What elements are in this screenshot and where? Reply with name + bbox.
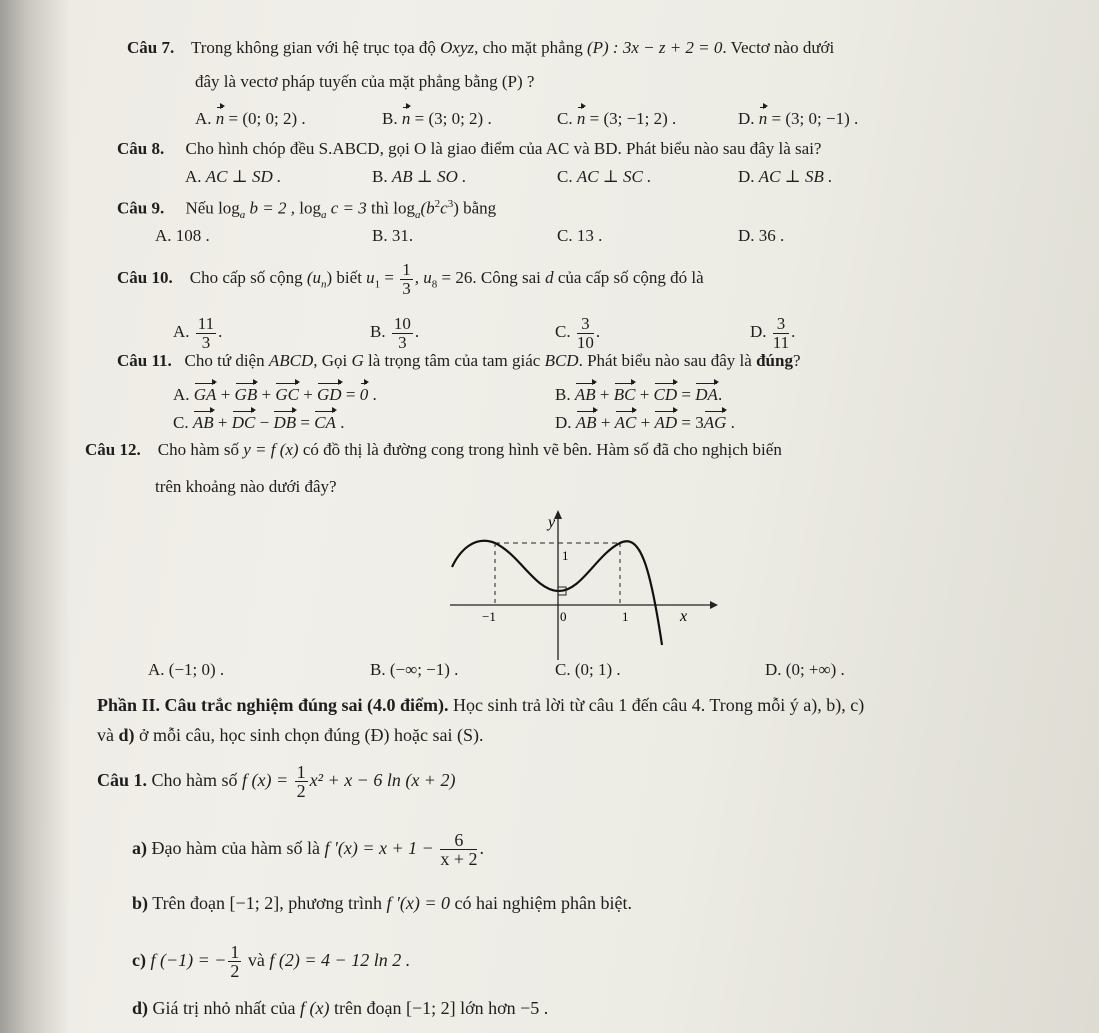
- q7-option-a-eq: =: [228, 109, 239, 128]
- q11-vec-ab-c: AB: [192, 413, 214, 432]
- q10-option-a-fraction: [196, 315, 216, 352]
- p2c1-a-den: x + 2: [440, 849, 478, 870]
- q12-option-d-label: D.: [765, 660, 782, 679]
- q11-three: 3: [695, 413, 704, 432]
- q12-option-b-label: B.: [370, 660, 386, 679]
- q8-option-d[interactable]: [738, 166, 832, 188]
- part2-line2-text: ở mỗi câu, học sinh chọn đúng (Đ) hoặc sai (S).: [139, 725, 484, 745]
- q10-option-a-den: 3: [201, 332, 211, 352]
- part2-d-label: d): [118, 725, 135, 745]
- graph-y-label: y: [548, 514, 556, 531]
- q9-option-c[interactable]: [557, 225, 602, 247]
- graph-tick-0: 0: [560, 609, 567, 624]
- q7-option-c[interactable]: [557, 108, 676, 130]
- q7-option-b-vec: n: [401, 109, 411, 128]
- q11-correct-word: đúng: [756, 351, 793, 370]
- p2c1-item-d[interactable]: [132, 997, 548, 1019]
- p2c1-rest: x² + x − 6 ln (x + 2): [309, 770, 456, 790]
- q8-option-c-value: AC ⊥ SC .: [576, 167, 652, 186]
- q7-text: Trong không gian với hệ trục tọa độ: [190, 38, 436, 57]
- q12-option-a[interactable]: [148, 659, 224, 681]
- q9-base-1: a: [239, 209, 246, 222]
- p2c1-c-and: và: [247, 950, 265, 970]
- p2c1-a-num: 6: [440, 831, 477, 850]
- p2c1-text: Cho hàm số: [151, 770, 238, 790]
- p2c1-item-b[interactable]: [132, 892, 632, 914]
- part2-title: Phần II. Câu trắc nghiệm đúng sai (4.0 điểm).: [97, 695, 449, 715]
- q11-vec-bc: BC: [613, 385, 636, 404]
- q10-option-d-fraction: [773, 315, 789, 352]
- q9-option-b-label: B.: [372, 226, 388, 245]
- q12-graph: [440, 505, 720, 665]
- q10-text: Cho cấp số cộng: [189, 268, 303, 287]
- q11-vec-zero: 0: [359, 385, 369, 404]
- q10-option-c-num: 3: [577, 315, 594, 334]
- part2-instructions: Học sinh trả lời từ câu 1 đến câu 4. Trong mỗi ý a), b), c): [453, 695, 865, 715]
- p2c1-c-den: 2: [230, 961, 240, 982]
- p2c1-c-label: c): [132, 950, 146, 970]
- q10-u1: u: [366, 268, 375, 287]
- p2c1-d-f: f (x): [299, 998, 330, 1018]
- q10-option-d-label: D.: [750, 322, 767, 341]
- q11-text-d: . Phát biểu nào sau đây là: [578, 351, 752, 370]
- p2c1-f: f (x) =: [242, 770, 289, 790]
- p2c1-c-num: 1: [230, 942, 240, 963]
- q11-option-d[interactable]: D. AB + AC + AD = 3AG .: [555, 413, 735, 432]
- q7-option-b[interactable]: [382, 108, 492, 130]
- q10-option-b-fraction: [392, 315, 413, 352]
- q12-function: y = f (x): [243, 440, 299, 459]
- q7-option-b-label: B.: [382, 109, 398, 128]
- q8-option-d-value: AC ⊥ SB .: [758, 167, 833, 186]
- q11-vec-gc: GC: [275, 385, 299, 404]
- q12-option-b[interactable]: [370, 659, 458, 681]
- q10-option-c-label: C.: [555, 322, 571, 341]
- q9-label: Câu 9.: [117, 198, 165, 218]
- q9-exp-3: 3: [447, 198, 454, 210]
- q10-seq: (u: [306, 268, 321, 287]
- q7-option-c-label: C.: [557, 109, 573, 128]
- q7-option-d-label: D.: [738, 109, 755, 128]
- q11-vec-ca: CA: [314, 413, 336, 432]
- q9-option-c-value: 13 .: [576, 226, 603, 245]
- p2c1-c-f1: f (−1) = −: [150, 950, 227, 970]
- q11-vec-db: DB: [273, 413, 297, 432]
- q11-vec-ad: AD: [654, 413, 678, 432]
- q10-text-b: . Công sai: [472, 268, 541, 287]
- q11-vec-ga: GA: [193, 385, 217, 404]
- q9-cond-1: b = 2 ,: [249, 198, 296, 218]
- q12-line2: trên khoảng nào dưới đây?: [155, 477, 337, 496]
- p2c1-a-dot: .: [479, 838, 484, 858]
- q12-option-b-value: (−∞; −1) .: [389, 660, 459, 679]
- q7-text-e: . Vectơ nào dưới: [722, 38, 835, 57]
- q7-text-c: , cho mặt phẳng: [474, 38, 583, 57]
- q7-option-d-vec: n: [758, 109, 768, 128]
- q7-plane-eq: (P) : 3x − z + 2 = 0: [586, 38, 723, 57]
- p2c1-b-label: b): [132, 893, 149, 913]
- q11-vec-dc: DC: [231, 413, 256, 432]
- part2-heading: [97, 694, 864, 716]
- q11-vec-ac: AC: [614, 413, 637, 432]
- q11-vec-gd: GD: [317, 385, 342, 404]
- part2-and: và: [97, 725, 114, 745]
- q11-option-b[interactable]: B. AB + BC + CD = DA.: [555, 385, 723, 404]
- q10-u1-den: 3: [402, 278, 411, 298]
- graph-tick-y1: 1: [562, 548, 569, 563]
- q9-option-d-label: D.: [738, 226, 755, 245]
- p2c1-d-text3: lớn hơn −5 .: [460, 998, 549, 1018]
- q8-option-b-value: AB ⊥ SO .: [391, 167, 467, 186]
- q10-seq-close: ): [326, 268, 333, 287]
- q7-line2: đây là vectơ pháp tuyến của mặt phẳng bằng (P) ?: [195, 72, 535, 91]
- p2c1-c-f2: f (2) = 4 − 12 ln 2 .: [269, 950, 411, 970]
- q7-option-c-vec: n: [576, 109, 586, 128]
- q12-option-a-value: (−1; 0) .: [168, 660, 225, 679]
- q11-option-c-label: C.: [173, 413, 189, 432]
- q7-option-d[interactable]: [738, 108, 858, 130]
- q9-arg-c: c: [440, 198, 448, 218]
- q11-vec-ag: AG: [703, 413, 727, 432]
- q10-option-d-dot: .: [791, 322, 796, 341]
- q10-option-b-den: 3: [398, 332, 407, 352]
- q12-option-c-value: (0; 1) .: [574, 660, 621, 679]
- q11-vec-ab-d: AB: [575, 413, 597, 432]
- q9-equals-word: bằng: [463, 198, 497, 218]
- q7-coord-system: Oxyz: [440, 38, 475, 57]
- q7-option-a[interactable]: [195, 108, 306, 130]
- q11-tetra: ABCD: [268, 351, 314, 370]
- q11-vec-ab: AB: [574, 385, 596, 404]
- q11-option-a[interactable]: A. GA + GB + GC + GD = 0 .: [173, 385, 377, 404]
- q11-vec-gb: GB: [234, 385, 258, 404]
- q10-eq: =: [384, 268, 395, 287]
- q10-option-c-fraction: [577, 315, 594, 352]
- p2c1-b-interval: [−1; 2]: [229, 893, 280, 913]
- q10-u1-num: 1: [402, 259, 411, 279]
- q10-seq-sub: n: [321, 278, 327, 291]
- p2c1-fraction: [295, 763, 308, 800]
- q9-log-1: log: [218, 198, 240, 218]
- q11-line1: [117, 350, 801, 372]
- q11-vec-da: DA: [695, 385, 718, 404]
- q9-option-a-label: A.: [155, 226, 172, 245]
- p2c1-b-text: Trên đoạn: [152, 893, 226, 913]
- q7-line1: [127, 37, 834, 59]
- graph-y-arrow: [554, 510, 562, 519]
- q9-option-d-value: 36 .: [758, 226, 785, 245]
- q7-option-b-eq: =: [414, 109, 425, 128]
- q7-option-a-value: (0; 0; 2) .: [242, 109, 306, 128]
- q11-g: G: [351, 351, 364, 370]
- q10-u1-fraction: [400, 261, 413, 298]
- q11-text: Cho tứ diện: [184, 351, 265, 370]
- p2c1-d-text: Giá trị nhỏ nhất của: [152, 998, 296, 1018]
- p2c1-item-a[interactable]: [132, 826, 484, 870]
- q10-line1: [117, 258, 704, 304]
- q10-option-c-den: 10: [576, 332, 594, 352]
- p2c1-item-c[interactable]: [132, 938, 410, 982]
- q10-u8-sub: 8: [431, 278, 438, 291]
- q10-option-a-label: A.: [173, 322, 190, 341]
- q10-u8-val: = 26: [441, 268, 473, 287]
- q9-arg-b: (b: [420, 198, 435, 218]
- q10-option-c-dot: .: [595, 322, 601, 341]
- p2c1-num: 1: [296, 762, 306, 783]
- q10-option-a[interactable]: [173, 312, 222, 352]
- q11-option-a-label: A.: [173, 385, 190, 404]
- q11-text-c: là trọng tâm của tam giác: [368, 351, 541, 370]
- q8-option-c[interactable]: [557, 166, 651, 188]
- q10-option-a-dot: .: [218, 322, 223, 341]
- q7-option-d-value: (3; 0; −1) .: [785, 109, 859, 128]
- p2c1-a-text: Đạo hàm của hàm số là: [151, 838, 320, 858]
- q8-option-a[interactable]: [185, 166, 281, 188]
- p2c1-b-text3: có hai nghiệm phân biệt.: [454, 893, 632, 913]
- q9-option-a[interactable]: [155, 225, 210, 247]
- q7-option-a-label: A.: [195, 109, 212, 128]
- graph-tick-1: 1: [622, 609, 629, 624]
- q12-line1: [85, 439, 782, 461]
- q9-log-2: log: [299, 198, 322, 218]
- q9-option-c-label: C.: [557, 226, 573, 245]
- p2c1-a-derivative: f ′(x) = x + 1 −: [324, 838, 434, 858]
- q10-d: d: [545, 268, 554, 287]
- page-edge-shadow: [0, 0, 70, 1033]
- q10-option-b-dot: .: [414, 322, 420, 341]
- q8-label: Câu 8.: [117, 139, 165, 158]
- p2c1-c-fraction: [228, 943, 241, 980]
- q12-option-a-label: A.: [148, 660, 165, 679]
- q8-option-a-label: A.: [185, 167, 202, 186]
- q11-vec-cd: CD: [653, 385, 678, 404]
- q10-option-d-num: 3: [773, 315, 789, 334]
- q9-option-d[interactable]: [738, 225, 784, 247]
- q9-if: Nếu: [185, 198, 214, 218]
- q10-u1-sub: 1: [374, 278, 381, 291]
- q10-option-a-num: 11: [197, 313, 215, 333]
- p2c1-label: Câu 1.: [97, 770, 148, 790]
- q10-u8: , u: [414, 268, 432, 287]
- q11-text-b: , Gọi: [313, 351, 348, 370]
- q8-option-c-label: C.: [557, 167, 573, 186]
- q10-label: Câu 10.: [117, 268, 173, 287]
- q7-option-c-eq: =: [589, 109, 600, 128]
- q10-option-b[interactable]: [370, 312, 419, 352]
- q9-option-b-value: 31.: [391, 226, 414, 245]
- q9-base-3: a: [414, 209, 421, 222]
- q7-option-b-value: (3; 0; 2) .: [428, 109, 492, 128]
- q9-base-2: a: [321, 209, 327, 222]
- q8-line1: [117, 138, 821, 160]
- q9-exp-2: 2: [434, 198, 441, 210]
- q7-option-a-vec: n: [215, 109, 225, 128]
- p2c1-a-fraction: [440, 831, 477, 868]
- p2c1-b-text2: , phương trình: [279, 893, 382, 913]
- graph-x-arrow: [710, 601, 718, 609]
- q9-option-a-value: 108 .: [175, 226, 210, 245]
- q10-option-b-num: 10: [393, 313, 411, 333]
- q7-label: Câu 7.: [127, 38, 175, 57]
- q12-option-c-label: C.: [555, 660, 571, 679]
- p2c1-a-label: a): [132, 838, 147, 858]
- q9-option-b[interactable]: [372, 225, 413, 247]
- q8-option-b-label: B.: [372, 167, 388, 186]
- graph-x-label: x: [680, 608, 688, 625]
- p2c1-b-equation: f ′(x) = 0: [386, 893, 451, 913]
- q9-line1: [117, 193, 496, 226]
- q12-label: Câu 12.: [85, 440, 141, 459]
- q9-then: thì: [371, 198, 389, 218]
- q12-text-b: có đồ thị là đường cong trong hình vẽ bên. Hàm số đã cho nghịch biến: [302, 440, 782, 459]
- q10-text-c: của cấp số cộng đó là: [557, 268, 704, 287]
- q10-option-d-den: 11: [772, 332, 790, 352]
- graph-curve: [452, 541, 662, 645]
- q12-option-c[interactable]: [555, 659, 621, 681]
- q8-option-a-value: AC ⊥ SD .: [205, 167, 282, 186]
- q10-given: biết: [336, 268, 362, 287]
- q12-option-d-value: (0; +∞) .: [785, 660, 845, 679]
- q7-option-d-eq: =: [771, 109, 782, 128]
- q8-text: Cho hình chóp đều S.ABCD, gọi O là giao điểm của AC và BD. Phát biểu nào sau đây là sai?: [185, 139, 822, 158]
- q11-qmark: ?: [792, 351, 801, 370]
- q11-option-d-label: D.: [555, 413, 572, 432]
- q11-option-b-label: B.: [555, 385, 571, 404]
- p2c1-line: [97, 758, 455, 802]
- p2c1-d-label: d): [132, 998, 149, 1018]
- q11-bcd: BCD: [544, 351, 579, 370]
- q12-option-d[interactable]: [765, 659, 845, 681]
- q10-option-b-label: B.: [370, 322, 386, 341]
- p2c1-d-text2: trên đoạn: [333, 998, 402, 1018]
- q8-option-b[interactable]: [372, 166, 466, 188]
- q12-text: Cho hàm số: [157, 440, 239, 459]
- q9-log-3: log: [393, 198, 415, 218]
- p2c1-d-interval: [−1; 2]: [405, 998, 456, 1018]
- q9-cond-2: c = 3: [330, 198, 367, 218]
- q10-option-d[interactable]: [750, 312, 795, 352]
- q9-arg-close: ): [453, 198, 459, 218]
- part2-line2: [97, 724, 483, 746]
- q8-option-d-label: D.: [738, 167, 755, 186]
- q7-option-c-value: (3; −1; 2) .: [603, 109, 677, 128]
- q11-option-c[interactable]: C. AB + DC − DB = CA .: [173, 413, 345, 432]
- q11-label: Câu 11.: [117, 351, 172, 370]
- graph-tick-neg1: −1: [482, 609, 496, 624]
- p2c1-den: 2: [296, 781, 306, 802]
- q10-option-c[interactable]: [555, 312, 600, 352]
